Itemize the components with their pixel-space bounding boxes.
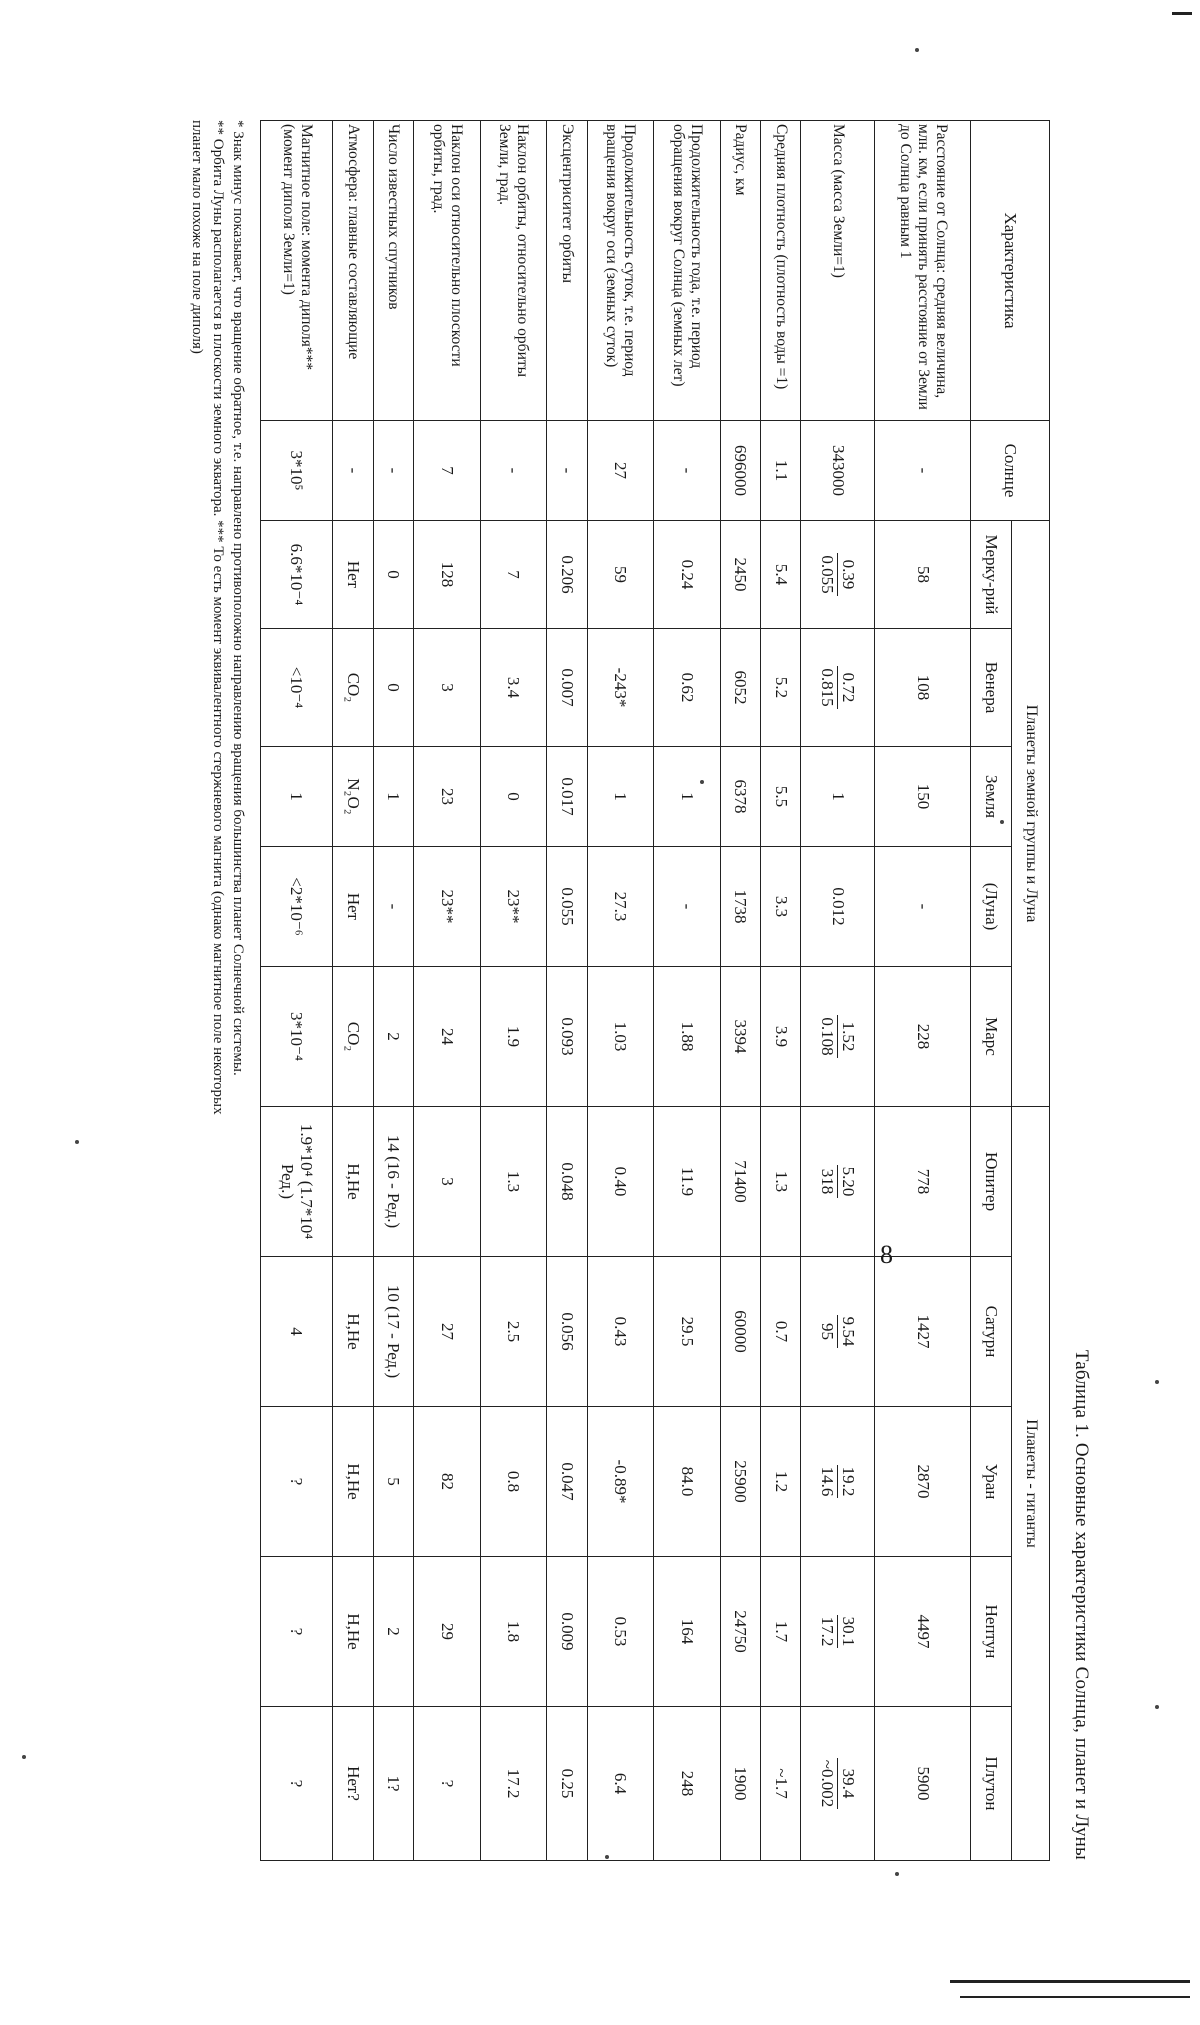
cell-venus: 108 [875,629,971,747]
cell-uranus: 5 [373,1407,413,1557]
cell-jupiter: 0.048 [547,1107,587,1257]
cell-jupiter: 1.3 [761,1107,801,1257]
cell-neptune: ? [261,1557,333,1707]
row-label: Наклон орбиты, относительно орбиты Земли, град. [480,121,547,421]
table-row [654,121,721,1861]
cell-jupiter: 71400 [720,1107,760,1257]
cell-earth: 1 [801,747,875,847]
cell-uranus: 0.047 [547,1407,587,1557]
frac-den: 95 [818,1323,838,1341]
cell-venus: 0.007 [547,629,587,747]
frac-num: 19.2 [839,1466,858,1497]
cell-uranus [801,1407,875,1557]
cell-mars: 0.093 [547,967,587,1107]
table-caption: Таблица 1. Основные характеристики Солнца, планет и Луны [1071,1349,1092,1860]
cell-earth: 0 [480,747,547,847]
cell-mars: 2 [373,967,413,1107]
cell-mars: 1.03 [587,967,654,1107]
cell-earth: 1 [654,747,721,847]
frac-num: 39.4 [837,1758,858,1809]
cell-sun: 3*10⁵ [261,421,333,521]
table-row [373,121,413,1861]
scan-speck [1155,1380,1159,1384]
cell-sun: - [547,421,587,521]
frac-den: 0.108 [818,1017,838,1056]
table-row [875,121,971,1861]
frac-den: ~0.002 [818,1759,838,1808]
col-mercury: Мерку-рий [971,521,1011,629]
cell-sun: 7 [413,421,480,521]
frac-den: 17.2 [818,1616,838,1647]
cell-pluto: ~1.7 [761,1707,801,1861]
cell-neptune: 2 [373,1557,413,1707]
cell-mars: 1.88 [654,967,721,1107]
group-header-row [1011,121,1049,1861]
scan-speck [895,1872,899,1876]
cell-uranus: 82 [413,1407,480,1557]
cell-mars: 3*10⁻⁴ [261,967,333,1107]
cell-uranus: 0.8 [480,1407,547,1557]
cell-uranus: 25900 [720,1407,760,1557]
cell-venus: 3 [413,629,480,747]
cell-moon: - [654,847,721,967]
cell-uranus: 84.0 [654,1407,721,1557]
cell-mars: 3.9 [761,967,801,1107]
cell-venus: 0.62 [654,629,721,747]
table-row [587,121,654,1861]
cell-mercury: 0 [373,521,413,629]
cell-jupiter: H,He [333,1107,373,1257]
table-row [801,121,875,1861]
cell-moon: 1738 [720,847,760,967]
table-row [720,121,760,1861]
col-moon: (Луна) [971,847,1011,967]
cell-earth: N₂O₂ [333,747,373,847]
table-row [261,121,333,1861]
cell-earth: 6378 [720,747,760,847]
cell-earth: 1 [373,747,413,847]
scan-edge-mark [960,1996,1190,1998]
col-venus: Венера [971,629,1011,747]
table-row [413,121,480,1861]
cell-neptune: 1.8 [480,1557,547,1707]
cell-neptune: 164 [654,1557,721,1707]
frac-num: 5.20 [839,1166,858,1197]
cell-sun: - [333,421,373,521]
cell-jupiter: 1.9*10⁴ (1.7*10⁴ Ред.) [261,1107,333,1257]
scan-speck [915,48,919,52]
cell-saturn: 29.5 [654,1257,721,1407]
cell-saturn: 60000 [720,1257,760,1407]
cell-earth: 23 [413,747,480,847]
cell-pluto: 6.4 [587,1707,654,1861]
scan-speck [22,1755,26,1759]
cell-mars: 3394 [720,967,760,1107]
footnotes [187,120,248,1860]
cell-pluto [801,1707,875,1861]
scan-speck [605,1855,609,1859]
cell-pluto: 248 [654,1707,721,1861]
cell-sun: - [373,421,413,521]
row-label: Масса (масса Земли=1) [801,121,875,421]
cell-neptune: 4497 [875,1557,971,1707]
frac-den: 318 [818,1168,838,1195]
col-characteristic: Характеристика [971,121,1050,421]
cell-neptune [801,1557,875,1707]
scan-edge-mark [950,1980,1190,1983]
cell-pluto: 1? [373,1707,413,1861]
cell-jupiter [801,1107,875,1257]
col-jupiter: Юпитер [971,1107,1011,1257]
row-label: Продолжительность года, т.е. период обращения вокруг Солнца (земных лет) [654,121,721,421]
cell-neptune: 29 [413,1557,480,1707]
cell-mercury: 6.6*10⁻⁴ [261,521,333,629]
cell-neptune: 24750 [720,1557,760,1707]
cell-mercury: 5.4 [761,521,801,629]
planet-characteristics-table [260,120,1050,1861]
scan-edge-mark [1172,12,1192,15]
row-label: Наклон оси относительно плоскости орбиты, град. [413,121,480,421]
cell-venus: CO₂ [333,629,373,747]
col-sun: Солнце [971,421,1050,521]
cell-mercury: Нет [333,521,373,629]
cell-moon: 23** [413,847,480,967]
footnote: * Знак минус показывает, что вращение обратное, т.е. направлено противоположно направлению вращения большинства планет Солнечной системы. [230,120,246,1076]
cell-sun: 1.1 [761,421,801,521]
cell-jupiter: 0.40 [587,1107,654,1257]
cell-sun: - [480,421,547,521]
cell-mercury: 59 [587,521,654,629]
cell-sun: 696000 [720,421,760,521]
cell-earth: 1 [261,747,333,847]
cell-moon: Нет [333,847,373,967]
cell-pluto: 0.25 [547,1707,587,1861]
cell-neptune: H,He [333,1557,373,1707]
cell-sun: 27 [587,421,654,521]
cell-mercury: 0.24 [654,521,721,629]
row-label: Атмосфера: главные составляющие [333,121,373,421]
cell-jupiter: 14 (16 - Ред.) [373,1107,413,1257]
frac-den: 14.6 [818,1466,838,1497]
cell-moon: 0.012 [801,847,875,967]
group-giants: Планеты - гиганты [1011,1107,1049,1861]
cell-earth: 0.017 [547,747,587,847]
frac-num: 0.39 [837,553,858,595]
cell-pluto: Нет? [333,1707,373,1861]
col-pluto: Плутон [971,1707,1011,1861]
group-terrestrial: Планеты земной группы и Луна [1011,521,1049,1107]
row-label: Эксцентриситет орбиты [547,121,587,421]
scan-speck [1155,1705,1159,1709]
cell-mercury: 58 [875,521,971,629]
cell-earth: 1 [587,747,654,847]
cell-moon: <2*10⁻⁶ [261,847,333,967]
cell-uranus: -0.89* [587,1407,654,1557]
cell-mercury: 7 [480,521,547,629]
frac-num: 9.54 [839,1316,858,1347]
cell-venus [801,629,875,747]
cell-venus: <10⁻⁴ [261,629,333,747]
cell-earth: 5.5 [761,747,801,847]
cell-uranus: 2870 [875,1407,971,1557]
cell-jupiter: 778 [875,1107,971,1257]
row-label: Расстояние от Солнца: средняя величина, млн. км, если принять расстояние от Земли до Солнца равным 1 [875,121,971,421]
table-row [547,121,587,1861]
cell-mars: 24 [413,967,480,1107]
scan-speck [1000,820,1004,824]
cell-moon: - [373,847,413,967]
frac-den: 0.815 [818,668,838,707]
footnote: планет мало похоже на поле диполя) [189,120,206,354]
cell-saturn [801,1257,875,1407]
cell-mercury [801,521,875,629]
col-uranus: Уран [971,1407,1011,1557]
cell-neptune: 0.53 [587,1557,654,1707]
table-row [761,121,801,1861]
footnote: ** Орбита Луны располагается в плоскости земного экватора. *** То есть момент эквивалентного стержневого магнита (однако магнитное поле некоторых [209,120,226,1115]
cell-neptune: 1.7 [761,1557,801,1707]
cell-moon: 27.3 [587,847,654,967]
cell-saturn: 0.7 [761,1257,801,1407]
cell-moon: 0.055 [547,847,587,967]
cell-venus: 3.4 [480,629,547,747]
cell-jupiter: 1.3 [480,1107,547,1257]
cell-venus: 5.2 [761,629,801,747]
row-label: Магнитное поле: момента диполя*** (момент диполя Земли=1) [261,121,333,421]
cell-uranus: H,He [333,1407,373,1557]
cell-neptune: 0.009 [547,1557,587,1707]
cell-mercury: 0.206 [547,521,587,629]
cell-sun: - [654,421,721,521]
cell-venus: 0 [373,629,413,747]
cell-uranus: ? [261,1407,333,1557]
cell-pluto: ? [413,1707,480,1861]
cell-venus: -243* [587,629,654,747]
table-row [333,121,373,1861]
cell-saturn: 27 [413,1257,480,1407]
page-number: 8 [880,1240,893,1269]
frac-den: 0.055 [818,555,838,594]
row-label: Средняя плотность (плотность воды =1) [761,121,801,421]
cell-moon: - [875,847,971,967]
row-label: Число известных спутников [373,121,413,421]
cell-sun: 343000 [801,421,875,521]
row-label: Продолжительность суток, т.е. период вращения вокруг оси (земных суток) [587,121,654,421]
cell-saturn: 4 [261,1257,333,1407]
cell-jupiter: 11.9 [654,1107,721,1257]
cell-moon: 3.3 [761,847,801,967]
cell-saturn: H,He [333,1257,373,1407]
cell-saturn: 2.5 [480,1257,547,1407]
col-saturn: Сатурн [971,1257,1011,1407]
cell-venus: 6052 [720,629,760,747]
cell-earth: 150 [875,747,971,847]
cell-mars: 228 [875,967,971,1107]
cell-sun: - [875,421,971,521]
cell-pluto: ? [261,1707,333,1861]
row-label: Радиус, км [720,121,760,421]
cell-jupiter: 3 [413,1107,480,1257]
col-mars: Марс [971,967,1011,1107]
scan-speck [75,1140,79,1144]
cell-mars: 1.9 [480,967,547,1107]
cell-mars [801,967,875,1107]
frac-num: 1.52 [837,1015,858,1057]
cell-saturn: 0.056 [547,1257,587,1407]
rotated-page [90,100,1110,1880]
scan-speck [700,780,704,784]
cell-moon: 23** [480,847,547,967]
cell-saturn: 10 (17 - Ред.) [373,1257,413,1407]
cell-mars: CO₂ [333,967,373,1107]
frac-num: 0.72 [837,666,858,708]
cell-pluto: 1900 [720,1707,760,1861]
cell-saturn: 0.43 [587,1257,654,1407]
cell-mercury: 2450 [720,521,760,629]
frac-num: 30.1 [839,1616,858,1647]
cell-pluto: 5900 [875,1707,971,1861]
table-row [480,121,547,1861]
cell-pluto: 17.2 [480,1707,547,1861]
cell-mercury: 128 [413,521,480,629]
col-earth: Земля [971,747,1011,847]
cell-saturn: 1427 [875,1257,971,1407]
col-neptune: Нептун [971,1557,1011,1707]
cell-uranus: 1.2 [761,1407,801,1557]
